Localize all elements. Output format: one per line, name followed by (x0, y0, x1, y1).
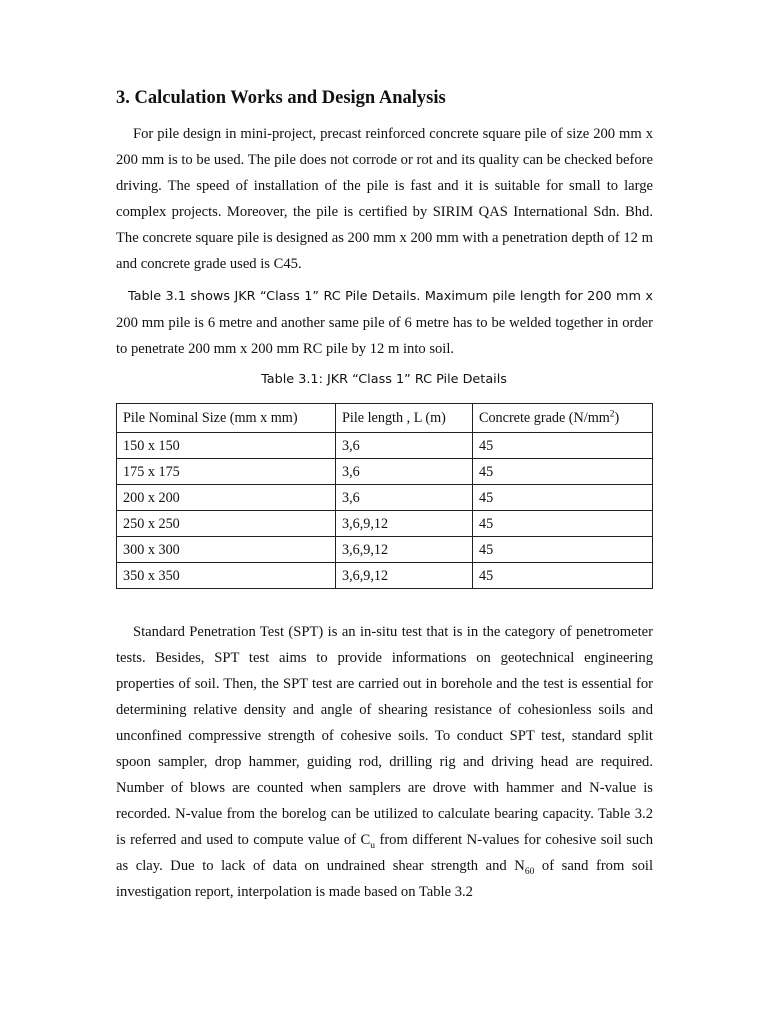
cu-subscript: u (370, 840, 376, 851)
table-reference-sentence: Table 3.1 shows JKR “Class 1” RC Pile Details. Maximum pile length for 200 mm x (128, 289, 653, 304)
cell-pile-size: 175 x 175 (117, 459, 336, 485)
paragraph-table-intro (116, 283, 653, 362)
cell-concrete-grade: 45 (473, 485, 653, 511)
cell-concrete-grade: 45 (473, 563, 653, 589)
paragraph-table-intro-rest: 200 mm pile is 6 metre and another same pile of 6 metre has to be welded together in order to penetrate 200 mm x 200 mm RC pile by 12 m into soil. (116, 315, 653, 357)
cell-concrete-grade: 45 (473, 433, 653, 459)
cell-pile-length: 3,6,9,12 (336, 511, 473, 537)
header-grade-superscript: 2 (609, 409, 615, 420)
paragraph-spt-part1: Standard Penetration Test (SPT) is an in-situ test that is in the category of penetrometer tests. Besides, SPT test aims to provide informations on geotechnical engineering properties of soil. Then, the SPT test are carried out in borehole and the test is essential for determining relative density and angle of shearing resistance of cohesionless soils and unconfined compressive strength of cohesive soils. To conduct SPT test, standard split spoon sampler, drop hammer, guiding rod, drilling rig and driving head are required. Number of blows are counted when samplers are drove with hammer and N-value is recorded. N-value from the borelog can be utilized to calculate bearing capacity. Table 3.2 is referred and used to compute value of C (116, 624, 653, 848)
table-row (117, 511, 653, 537)
header-pile-length: Pile length , L (m) (336, 404, 473, 433)
cell-pile-size: 150 x 150 (117, 433, 336, 459)
n60-subscript: 60 (524, 866, 535, 877)
cell-pile-size: 300 x 300 (117, 537, 336, 563)
header-grade-text: Concrete grade (N/mm (479, 410, 610, 426)
header-pile-size: Pile Nominal Size (mm x mm) (117, 404, 336, 433)
cell-pile-size: 200 x 200 (117, 485, 336, 511)
paragraph-spt (116, 619, 653, 905)
table-row (117, 537, 653, 563)
cell-concrete-grade: 45 (473, 459, 653, 485)
header-grade-close: ) (614, 410, 620, 426)
cell-pile-size: 350 x 350 (117, 563, 336, 589)
table-row (117, 433, 653, 459)
cell-pile-size: 250 x 250 (117, 511, 336, 537)
cell-pile-length: 3,6 (336, 459, 473, 485)
cell-pile-length: 3,6 (336, 485, 473, 511)
cell-pile-length: 3,6,9,12 (336, 537, 473, 563)
cell-pile-length: 3,6,9,12 (336, 563, 473, 589)
section-heading: 3. Calculation Works and Design Analysis (116, 88, 446, 108)
cell-pile-length: 3,6 (336, 433, 473, 459)
cell-concrete-grade: 45 (473, 511, 653, 537)
table-header-row (117, 404, 653, 433)
table-caption: Table 3.1: JKR “Class 1” RC Pile Details (261, 372, 507, 387)
cell-concrete-grade: 45 (473, 537, 653, 563)
table-row (117, 563, 653, 589)
paragraph-spt-part3: of sand from soil investigation report, interpolation is made based on Table 3.2 (116, 858, 653, 900)
table-row (117, 459, 653, 485)
table-row (117, 485, 653, 511)
header-concrete-grade (473, 404, 653, 433)
paragraph-spt-part2: from different N-values for cohesive soil such as clay. Due to lack of data on undrained shear strength and N (116, 832, 653, 874)
paragraph-pile-design: For pile design in mini-project, precast reinforced concrete square pile of size 200 mm x 200 mm is to be used. The pile does not corrode or rot and its quality can be checked before driving. The speed of installation of the pile is fast and it is suitable for small to large complex projects. Moreover, the pile is certified by SIRIM QAS International Sdn. Bhd. The concrete square pile is designed as 200 mm x 200 mm with a penetration depth of 12 m and concrete grade used is C45. (116, 126, 653, 272)
pile-details-table (116, 403, 653, 589)
